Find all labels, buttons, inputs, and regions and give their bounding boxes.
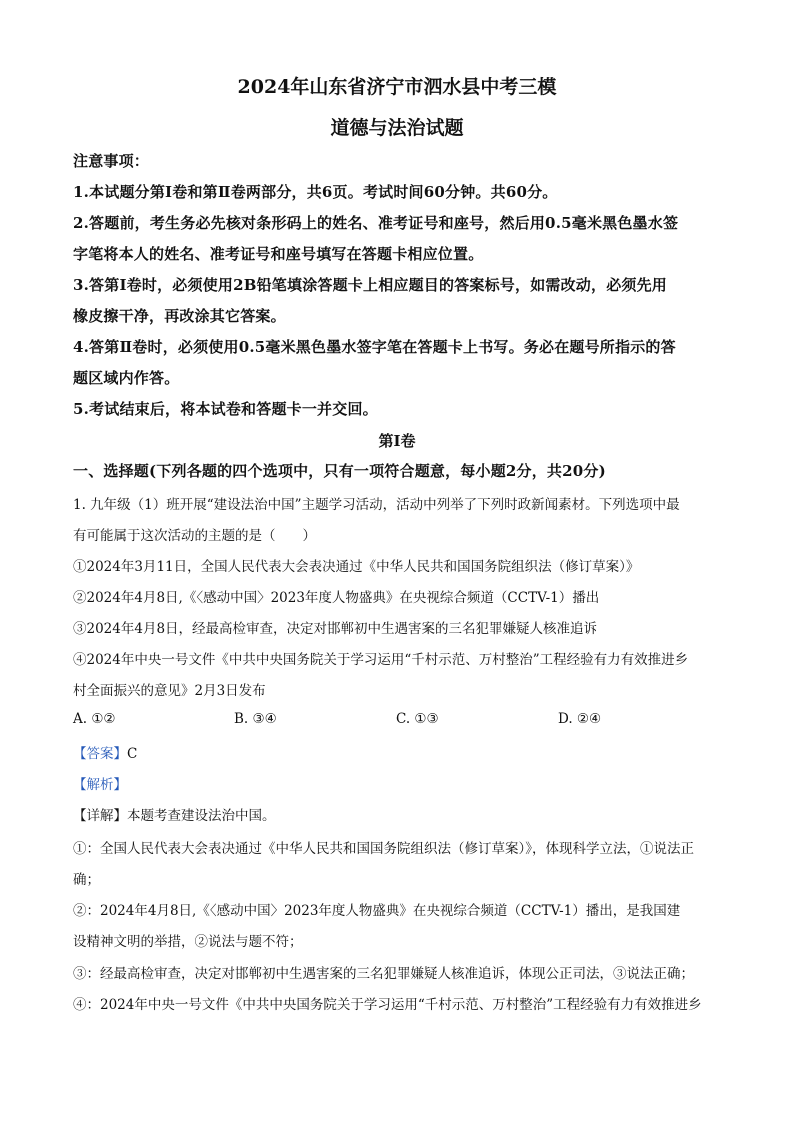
question-stem: 有可能属于这次活动的主题的是（ ） [73,528,316,544]
question-item: 村全面振兴的意见》2月3日发布 [73,683,266,699]
detail-line [73,804,276,824]
explanation-line: 设精神文明的举措，②说法与题不符； [73,934,303,950]
explanation-line: ①：全国人民代表大会表决通过《中华人民共和国国务院组织法（修订草案）》，体现科学立法，①说法正 [73,841,694,857]
notice-line: 1.本试题分第Ⅰ卷和第Ⅱ卷两部分，共6页。考试时间60分钟。共60分。 [73,183,558,201]
notice-line: 字笔将本人的姓名、准考证号和座号填写在答题卡相应位置。 [73,245,484,263]
explanation-line: ②：2024年4月8日,《〈感动中国〉2023年度人物盛典》在央视综合频道（CCTV-1）播出，是我国建 [73,903,681,919]
question-stem: 1. 九年级（1）班开展“建设法治中国”主题学习活动，活动中列举了下列时政新闻素材。下列选项中最 [73,497,680,513]
exam-subtitle: 道德与法治试题 [330,117,464,139]
volume-title: 第Ⅰ卷 [378,432,416,450]
notice-line: 橡皮擦干净，再改涂其它答案。 [73,307,286,325]
option-b: B. ③④ [234,711,277,727]
analysis-line [73,773,127,793]
detail-text: 本题考查建设法治中国。 [127,808,276,824]
notice-heading: 注意事项： [73,152,150,170]
answer-tag: 【答案】 [73,746,127,762]
exam-title: 2024年山东省济宁市泗水县中考三模 [237,76,557,98]
section-heading: 一、选择题(下列各题的四个选项中，只有一项符合题意，每小题2分，共20分) [73,462,606,480]
option-a: A. ①② [73,711,116,727]
question-item: ③2024年4月8日，经最高检审查，决定对邯郸初中生遇害案的三名犯罪嫌疑人核准追诉 [73,621,598,637]
answer-value: C [127,746,138,762]
explanation-line: 确； [73,872,100,888]
answer-line [73,742,137,762]
question-item: ①2024年3月11日，全国人民代表大会表决通过《中华人民共和国国务院组织法（修订草案）》 [73,559,640,575]
notice-line: 2.答题前，考生务必先核对条形码上的姓名、准考证号和座号，然后用0.5毫米黑色墨水签 [73,214,679,232]
notice-line: 题区域内作答。 [73,369,180,387]
analysis-tag: 【解析】 [73,777,127,793]
explanation-line: ④：2024年中央一号文件《中共中央国务院关于学习运用“千村示范、万村整治”工程经验有力有效推进乡 [73,997,702,1013]
detail-tag: 【详解】 [73,808,127,824]
notice-line: 3.答第Ⅰ卷时，必须使用2B铅笔填涂答题卡上相应题目的答案标号，如需改动，必须先用 [73,276,667,294]
option-c: C. ①③ [396,711,439,727]
notice-line: 4.答第Ⅱ卷时，必须使用0.5毫米黑色墨水签字笔在答题卡上书写。务必在题号所指示的答 [73,338,676,356]
question-item: ②2024年4月8日,《〈感动中国〉2023年度人物盛典》在央视综合频道（CCTV-1）播出 [73,590,600,606]
question-item: ④2024年中央一号文件《中共中央国务院关于学习运用“千村示范、万村整治”工程经验有力有效推进乡 [73,652,689,668]
option-d: D. ②④ [558,711,602,727]
notice-line: 5.考试结束后，将本试卷和答题卡一并交回。 [73,400,378,418]
explanation-line: ③：经最高检审查，决定对邯郸初中生遇害案的三名犯罪嫌疑人核准追诉，体现公正司法，③说法正确； [73,966,694,982]
